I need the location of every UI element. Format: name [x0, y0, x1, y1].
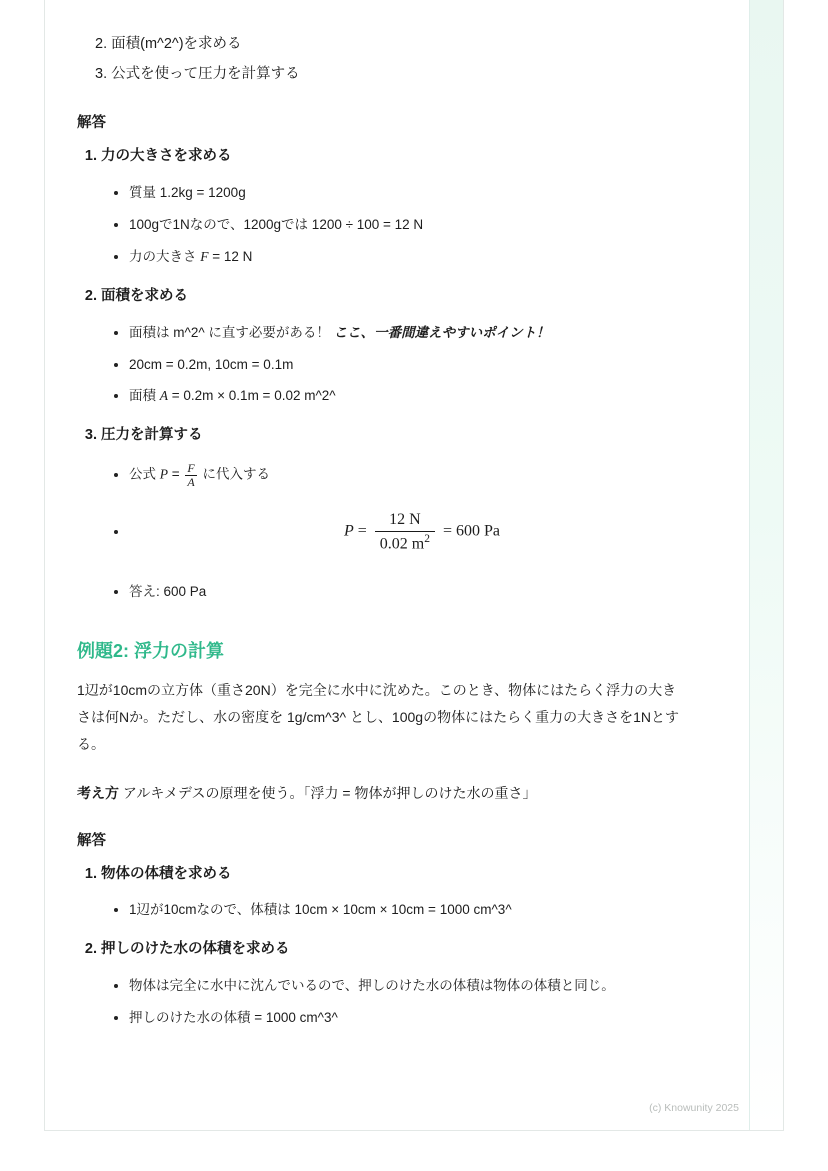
idea-label: 考え方 [77, 784, 119, 801]
list-item: • 公式 P = $\frac{F}{A}$ に代入する [129, 462, 715, 488]
footer-credit: (c) Knowunity 2025 [649, 1102, 739, 1114]
top-step-list [65, 30, 715, 89]
bullet-list [101, 462, 715, 603]
page-frame [44, 0, 784, 1131]
list-item [101, 282, 715, 407]
list-item [129, 499, 715, 571]
list-item: • 20cm = 0.2m, 10cm = 0.1m [129, 355, 715, 376]
answer-step-label: 面積を求める [101, 287, 188, 304]
answer-step-label: 物体の体積を求める [101, 865, 232, 882]
answer-step-label: 圧力を計算する [101, 427, 203, 444]
answer-step-label: 力の大きさを求める [101, 148, 232, 165]
list-item: 2. 面積(m^2^)を求める [95, 36, 242, 52]
list-item: • 答え: 600 Pa [129, 582, 715, 603]
list-item: • 物体は完全に水中に沈んでいるので、押しのけた水の体積は物体の体積と同じ。 [129, 976, 715, 997]
idea-text: アルキメデスの原理を使う。「浮力 = 物体が押しのけた水の重さ」 [122, 784, 537, 801]
list-item [101, 935, 715, 1029]
answer-step-label: 押しのけた水の体積を求める [101, 941, 290, 958]
bullet-list [101, 900, 715, 921]
inline-fraction: $\frac{F}{A}$ [187, 461, 195, 489]
list-item: • 100gで1Nなので、1200gでは 1200 ÷ 100 = 12 N [129, 215, 715, 236]
answer-heading-2: 解答 [77, 832, 106, 849]
equation-lhs: P [343, 523, 354, 541]
list-item: • 面積は m^2^ に直す必要がある！ ここ、一番間違えやすいポイント！ [129, 323, 715, 344]
list-item: • 1辺が10cmなので、体積は 10cm × 10cm × 10cm = 1000 cm^3^ [129, 900, 715, 921]
list-item: 3. 公式を使って圧力を計算する [95, 65, 300, 82]
problem-statement: 1辺が10cmの立方体（重さ20N）を完全に水中に沈めた。このとき、物体にはたらく浮力の大きさは何Nか。ただし、水の密度を 1g/cm^3^ とし、100gの物体にはたらく重力の大きさを1Nとする。 [77, 682, 679, 753]
list-item [101, 421, 715, 603]
list-item: • 質量 1.2kg = 1200g [129, 183, 715, 204]
list-item: • 力の大きさ F = 12 N [129, 247, 715, 268]
bullet-list [101, 976, 715, 1029]
list-item: • 面積 A = 0.2m × 0.1m = 0.02 m^2^ [129, 386, 715, 407]
equation-numerator: 12 N [389, 511, 421, 529]
display-equation: • P = $\frac{12 N}{0.02 m^2}$ = 600 Pa [343, 511, 501, 553]
equation-result: = 600 Pa [443, 523, 501, 541]
page-title: 例題2: 浮力の計算 [77, 641, 225, 662]
list-item [101, 142, 715, 267]
idea-paragraph [77, 780, 715, 807]
bullet-list [101, 183, 715, 268]
equation-fraction [375, 511, 435, 553]
list-item: • 押しのけた水の体積 = 1000 cm^3^ [129, 1008, 715, 1029]
answer-step-list-2 [65, 860, 715, 1029]
equation-denominator: 0.02 $m^2$ [375, 531, 435, 554]
answer-step-list [65, 142, 715, 603]
list-item [101, 860, 715, 922]
document-content [45, 0, 751, 1130]
answer-heading: 解答 [77, 115, 106, 132]
decorative-mint-strip [749, 0, 783, 1130]
bullet-list [101, 323, 715, 408]
